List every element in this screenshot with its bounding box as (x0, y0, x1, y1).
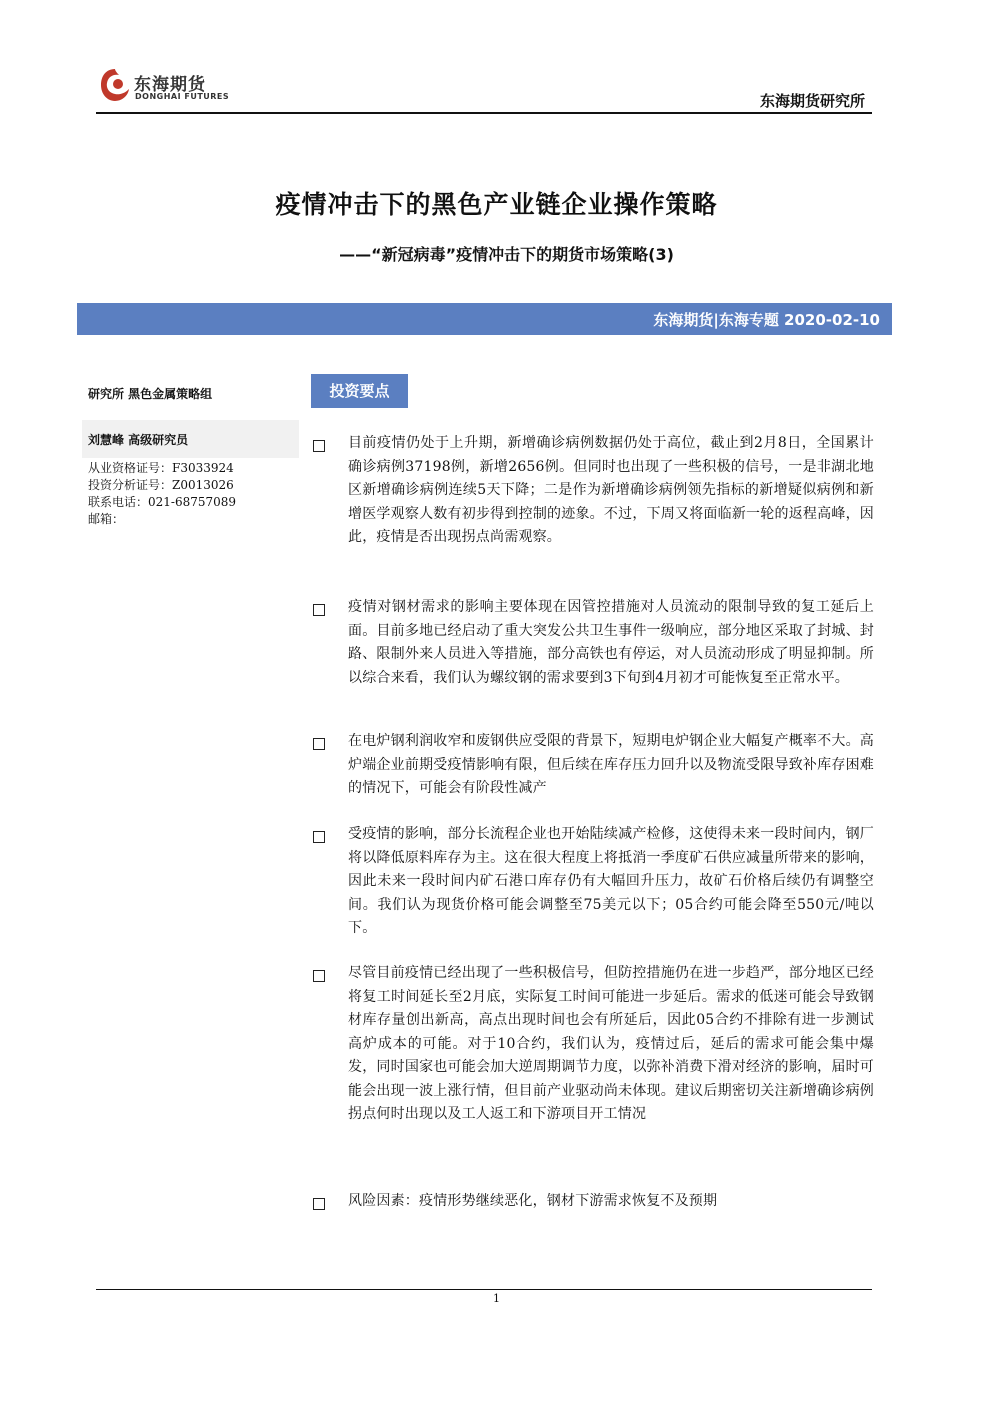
checkbox-bullet-icon (313, 831, 325, 843)
bullet-point: 受疫情的影响，部分长流程企业也开始陆续减产检修，这使得未来一段时间内，钢厂将以降低原料库存为主。这在很大程度上将抵消一季度矿石供应减量所带来的影响，因此未来一段时间内矿石港口库存仍有大幅回升压力，故矿石价格后续仍有调整空间。我们认为现货价格可能会调整至75美元以下；05合约可能会降至550元/吨以下。 (348, 826, 874, 936)
checkbox-bullet-icon (313, 440, 325, 452)
checkbox-bullet-icon (313, 738, 325, 750)
analyst-name: 刘慧峰 高级研究员 (88, 433, 189, 447)
analyst-contact-info (88, 460, 236, 528)
footer-divider (96, 1289, 872, 1290)
banner-text: 东海期货|东海专题 2020-02-10 (653, 311, 880, 329)
bullet-point: 风险因素：疫情形势继续恶化，钢材下游需求恢复不及预期 (348, 1193, 718, 1209)
department-label: 研究所 黑色金属策略组 (88, 387, 213, 401)
bullet-point: 尽管目前疫情已经出现了一些积极信号，但防控措施仍在进一步趋严，部分地区已经将复工时间延长至2月底，实际复工时间可能进一步延后。需求的低迷可能会导致钢材库存量创出新高，高点出现时间也会有所延后，因此05合约不排除有进一步测试高炉成本的可能。对于10合约，我们认为，疫情过后，延后的需求可能会集中爆发，同时国家也可能会加大逆周期调节力度，以弥补消费下滑对经济的影响，届时可能会出现一波上涨行情，但目前产业驱动尚未体现。建议后期密切关注新增确诊病例拐点何时出现以及工人返工和下游项目开工情况 (348, 965, 874, 1122)
section-label-key-points: 投资要点 (311, 374, 408, 408)
bullet-point: 目前疫情仍处于上升期，新增确诊病例数据仍处于高位，截止到2月8日，全国累计确诊病例37198例，新增2656例。但同时也出现了一些积极的信号，一是非湖北地区新增确诊病例连续5天下降；二是作为新增确诊病例领先指标的新增疑似病例和新增医学观察人数有初步得到控制的迹象。不过，下周又将面临新一轮的返程高峰，因此，疫情是否出现拐点尚需观察。 (348, 435, 874, 545)
institute-name: 东海期货研究所 (759, 92, 865, 110)
logo-chinese-name: 东海期货 (134, 75, 206, 95)
bullet-point: 在电炉钢利润收窄和废钢供应受限的背景下，短期电炉钢企业大幅复产概率不大。高炉端企业前期受疫情影响有限，但后续在库存压力回升以及物流受限导致补库存困难的情况下，可能会有阶段性减产 (348, 733, 874, 796)
checkbox-bullet-icon (313, 1198, 325, 1210)
checkbox-bullet-icon (313, 604, 325, 616)
report-subtitle: ——“新冠病毒”疫情冲击下的期货市场策略(3) (339, 245, 674, 264)
dragon-logo-icon (98, 66, 132, 104)
contact-phone: 联系电话：021-68757089 (88, 495, 237, 509)
company-logo (98, 66, 228, 106)
bullet-point: 疫情对钢材需求的影响主要体现在因管控措施对人员流动的限制导致的复工延后上面。目前多地已经启动了重大突发公共卫生事件一级响应，部分地区采取了封城、封路、限制外来人员进入等措施，部分高铁也有停运，对人员流动形成了明显抑制。所以综合来看，我们认为螺纹钢的需求要到3下旬到4月初才可能恢复至正常水平。 (348, 599, 874, 686)
report-banner (77, 303, 892, 335)
qualification-number: 从业资格证号：F3033924 (88, 461, 234, 475)
page-number: 1 (493, 1292, 500, 1305)
logo-english-name: DONGHAI FUTURES (135, 92, 230, 101)
checkbox-bullet-icon (313, 970, 325, 982)
email-label: 邮箱： (88, 512, 125, 526)
analysis-certificate-number: 投资分析证号：Z0013026 (88, 478, 234, 492)
header-divider (96, 112, 872, 114)
report-title: 疫情冲击下的黑色产业链企业操作策略 (275, 190, 718, 219)
